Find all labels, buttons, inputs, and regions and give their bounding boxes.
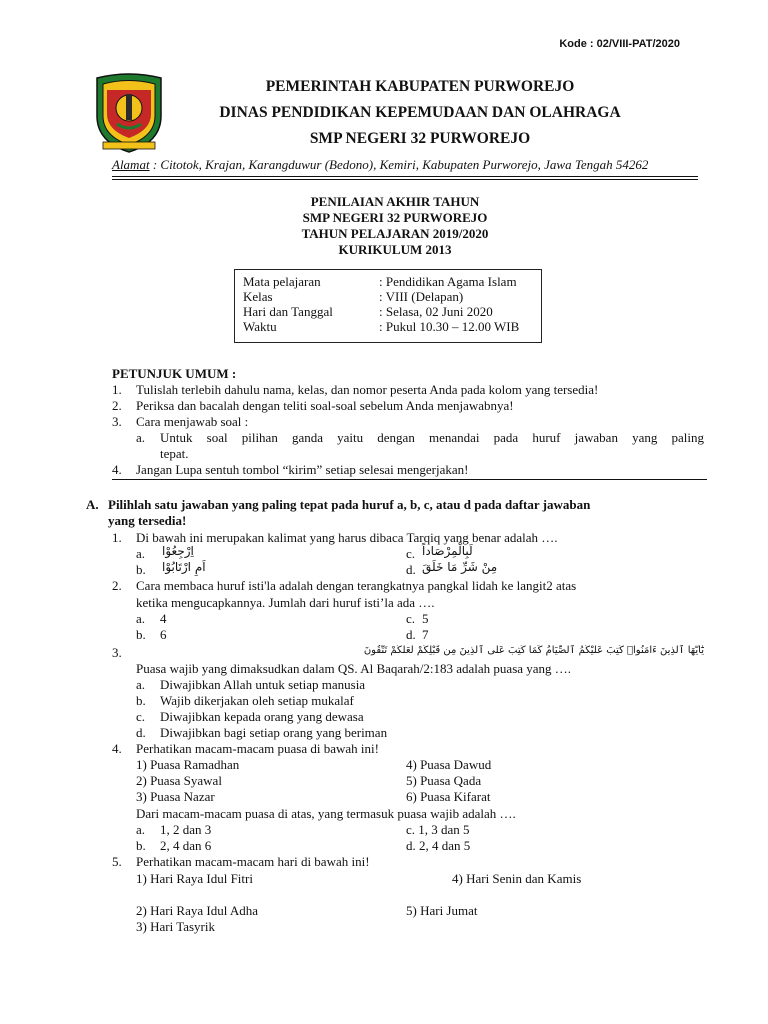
option-c: 5 — [422, 611, 429, 626]
question-text-cont: ketika mengucapkannya. Jumlah dari huruf isti’la ada …. — [136, 595, 435, 610]
address-line — [112, 157, 648, 173]
option-letter: a. — [136, 677, 146, 692]
option-b: Wajib dikerjakan oleh setiap mukalaf — [160, 693, 354, 708]
question-text: Di bawah ini merupakan kalimat yang harus dibaca Tarqiq yang benar adalah …. — [136, 530, 558, 545]
instruction-text: Periksa dan bacalah dengan teliti soal-soal sebelum Anda menjawabnya! — [136, 398, 514, 413]
option-letter: a. — [136, 611, 146, 626]
option-letter: b. — [136, 838, 146, 853]
option-letter: a. — [136, 822, 146, 837]
option-letter: c. — [406, 611, 416, 626]
exam-title-2: SMP NEGERI 32 PURWOREJO — [302, 210, 488, 225]
list-item: 3) Hari Tasyrik — [136, 919, 215, 934]
option-letter: b. — [136, 693, 146, 708]
question-number: 3. — [112, 645, 122, 660]
option-letter: b. — [136, 562, 146, 577]
info-label: Hari dan Tanggal — [243, 304, 333, 319]
info-label: Kelas — [243, 289, 273, 304]
instruction-number: 4. — [112, 462, 122, 477]
option-a: 1, 2 dan 3 — [160, 822, 212, 837]
instruction-number: 1. — [112, 382, 122, 397]
info-value: : VIII (Delapan) — [379, 289, 464, 304]
instruction-number: 2. — [112, 398, 122, 413]
instruction-text: Tulislah terlebih dahulu nama, kelas, dan nomor peserta Anda pada kolom yang tersedia! — [136, 382, 599, 397]
option-letter: a. — [136, 546, 146, 561]
question-number: 4. — [112, 741, 122, 756]
instruction-text: Cara menjawab soal : — [136, 414, 249, 429]
option-d: 7 — [422, 627, 429, 642]
instruction-text: Jangan Lupa sentuh tombol “kirim” setiap selesai mengerjakan! — [136, 462, 469, 477]
option-letter: d. — [406, 627, 416, 642]
address-text: : Citotok, Krajan, Karangduwur (Bedono), Kemiri, Kabupaten Purworejo, Jawa Tengah 54262 — [149, 157, 649, 172]
document-code: Kode : 02/VIII-PAT/2020 — [559, 38, 680, 50]
option-letter: c. — [406, 546, 416, 561]
option-a: 4 — [160, 611, 167, 626]
option-c: c. 1, 3 dan 5 — [406, 822, 470, 837]
option-b-arabic: اَمِ ارْتَابُوْا — [162, 560, 206, 574]
header-school: SMP NEGERI 32 PURWOREJO — [309, 130, 531, 147]
list-item: 3) Puasa Nazar — [136, 789, 215, 804]
list-item: 5) Puasa Qada — [406, 773, 482, 788]
exam-title-1: PENILAIAN AKHIR TAHUN — [310, 194, 480, 209]
question-number: 5. — [112, 854, 122, 869]
question-text-cont: Dari macam-macam puasa di atas, yang termasuk puasa wajib adalah …. — [136, 806, 516, 821]
option-b: 6 — [160, 627, 167, 642]
list-item: 6) Puasa Kifarat — [406, 789, 491, 804]
header-divider — [112, 176, 698, 177]
header-government: PEMERINTAH KABUPATEN PURWOREJO — [265, 78, 575, 95]
info-label: Waktu — [243, 319, 277, 334]
exam-info-box — [234, 269, 542, 343]
list-item: 4) Puasa Dawud — [406, 757, 492, 772]
address-label: Alamat — [112, 157, 150, 172]
option-letter: c. — [136, 709, 146, 724]
list-item: 1) Hari Raya Idul Fitri — [136, 871, 253, 886]
section-a-label: A. — [86, 497, 99, 512]
question-number: 2. — [112, 578, 122, 593]
info-value: : Selasa, 02 Juni 2020 — [379, 304, 493, 319]
question-text: Perhatikan macam-macam puasa di bawah ini! — [136, 741, 379, 756]
question-text: Puasa wajib yang dimaksudkan dalam QS. Al Baqarah/2:183 adalah puasa yang …. — [136, 661, 572, 676]
list-item: 5) Hari Jumat — [406, 903, 478, 918]
instruction-number: 3. — [112, 414, 122, 429]
list-item: 4) Hari Senin dan Kamis — [452, 871, 582, 886]
instructions-title: PETUNJUK UMUM : — [112, 366, 237, 381]
section-a-instruction: Pilihlah satu jawaban yang paling tepat pada huruf a, b, c, atau d pada daftar jawaban — [108, 497, 591, 512]
option-b: 2, 4 dan 6 — [160, 838, 212, 853]
question-text: Cara membaca huruf isti'la adalah dengan terangkatnya pangkal lidah ke langit2 atas — [136, 578, 577, 593]
option-d-arabic: مِنْ شَرِّ مَا خَلَقَ — [422, 560, 498, 574]
info-value: : Pendidikan Agama Islam — [379, 274, 517, 289]
header-department: DINAS PENDIDIKAN KEPEMUDAAN DAN OLAHRAGA — [219, 104, 621, 121]
instruction-subtext-cont: tepat. — [160, 446, 189, 461]
option-c-arabic: لَبِالْمِرْصَاداً — [422, 544, 473, 558]
instruction-subtext: Untuk soal pilihan ganda yaitu dengan menandai pada huruf jawaban yang paling — [160, 430, 704, 445]
option-a: Diwajibkan Allah untuk setiap manusia — [160, 677, 366, 692]
info-label: Mata pelajaran — [243, 274, 321, 289]
section-divider — [112, 479, 707, 480]
header-divider-double — [112, 179, 698, 180]
option-letter: d. — [136, 725, 146, 740]
option-d: Diwajibkan bagi setiap orang yang beriman — [160, 725, 388, 740]
section-a-instruction-cont: yang tersedia! — [108, 513, 187, 528]
exam-title-3: TAHUN PELAJARAN 2019/2020 — [301, 226, 489, 241]
option-a-arabic: اِرْجِعُوْا — [162, 544, 194, 558]
regency-logo-emblem — [93, 72, 165, 154]
info-value: : Pukul 10.30 – 12.00 WIB — [379, 319, 520, 334]
list-item: 2) Puasa Syawal — [136, 773, 222, 788]
option-letter: d. — [406, 562, 416, 577]
option-letter: b. — [136, 627, 146, 642]
option-d: d. 2, 4 dan 5 — [406, 838, 471, 853]
list-item: 2) Hari Raya Idul Adha — [136, 903, 259, 918]
question-text: Perhatikan macam-macam hari di bawah ini! — [136, 854, 370, 869]
option-c: Diwajibkan kepada orang yang dewasa — [160, 709, 364, 724]
list-item: 1) Puasa Ramadhan — [136, 757, 240, 772]
question-number: 1. — [112, 530, 122, 545]
instruction-subletter: a. — [136, 430, 146, 445]
exam-title-4: KURIKULUM 2013 — [338, 242, 452, 257]
quran-verse-arabic: يَٰٓأَيُّهَا ٱلَّذِينَ ءَامَنُوا۟ كُتِبَ عَلَيْكُمُ ٱلصِّيَامُ كَمَا كُتِبَ عَلَى ٱلَّذِينَ مِن قَبْلِكُمْ لَعَلَّكُمْ تَتَّقُونَ — [363, 645, 704, 656]
